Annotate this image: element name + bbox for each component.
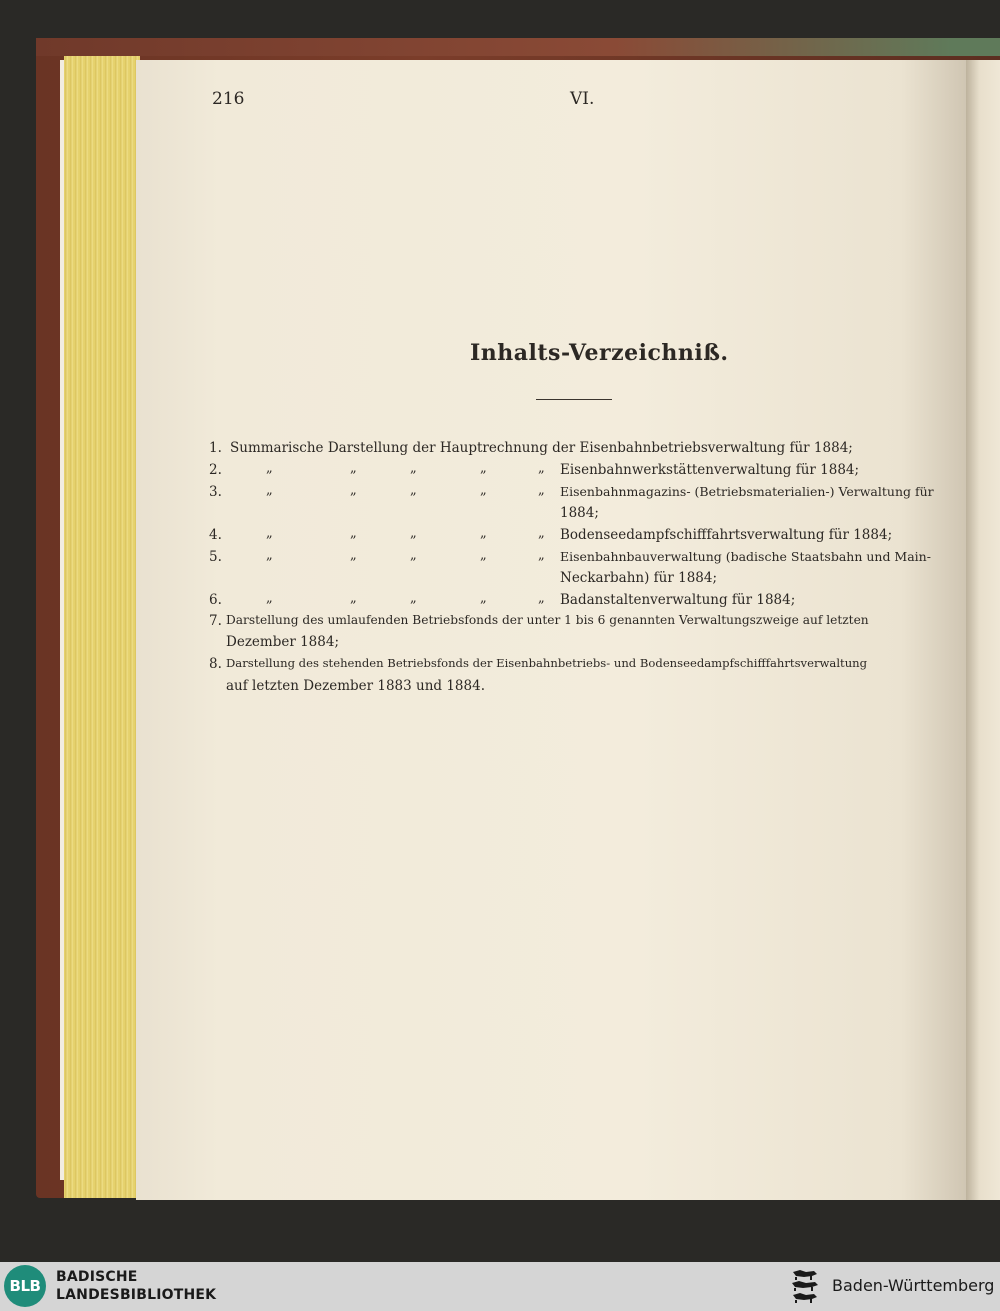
entry-8-line-1: Darstellung des stehenden Betriebsfonds der Eisenbahnbetriebs- und Bodenseedampfschifffahrtsverwaltung [226, 656, 868, 670]
entry-4-line-1: Bodenseedampfschifffahrtsverwaltung für 1884; [560, 527, 893, 543]
ditto-mark: „ [410, 461, 417, 476]
ditto-mark: „ [480, 483, 487, 498]
facing-page-edge [966, 60, 1000, 1200]
ditto-mark: „ [350, 461, 357, 476]
ditto-mark: „ [538, 483, 545, 498]
ditto-mark: „ [538, 461, 545, 476]
entry-6-number: 6. [209, 592, 222, 608]
entry-8-number: 8. [209, 656, 222, 672]
ditto-mark: „ [350, 526, 357, 541]
page-number: 216 [212, 89, 245, 109]
entry-1-number: 1. [209, 440, 222, 456]
lions-coat-of-arms-icon [790, 1268, 820, 1304]
state-name[interactable]: Baden-Württemberg [832, 1276, 995, 1295]
entry-2-line-1: Eisenbahnwerkstättenverwaltung für 1884; [560, 462, 860, 478]
ditto-mark: „ [480, 461, 487, 476]
ditto-mark: „ [350, 483, 357, 498]
ditto-mark: „ [480, 548, 487, 563]
ditto-mark: „ [410, 591, 417, 606]
book-cover-top-edge [36, 38, 1000, 56]
entry-3-line-2: 1884; [560, 505, 599, 521]
ditto-mark: „ [538, 591, 545, 606]
ditto-mark: „ [410, 548, 417, 563]
ditto-mark: „ [266, 461, 273, 476]
gilded-page-edges [64, 56, 140, 1198]
entry-3-number: 3. [209, 484, 222, 500]
page-title: Inhalts-Verzeichniß. [470, 340, 729, 366]
ditto-mark: „ [410, 483, 417, 498]
ditto-mark: „ [538, 548, 545, 563]
book-page [136, 60, 968, 1200]
ditto-mark: „ [266, 526, 273, 541]
entry-6-line-1: Badanstaltenverwaltung für 1884; [560, 592, 796, 608]
entry-2-number: 2. [209, 462, 222, 478]
entry-7-line-1: Darstellung des umlaufenden Betriebsfonds der unter 1 bis 6 genannten Verwaltungszweige auf letzten [226, 613, 869, 627]
blb-logo[interactable]: BLB [4, 1265, 46, 1307]
entry-7-line-2: Dezember 1884; [226, 634, 339, 650]
library-name[interactable] [56, 1268, 216, 1304]
ditto-mark: „ [538, 526, 545, 541]
entry-5-line-2: Neckarbahn) für 1884; [560, 570, 718, 586]
library-name-line-1: BADISCHE [56, 1269, 138, 1285]
entry-7-number: 7. [209, 613, 222, 629]
entry-5-number: 5. [209, 549, 222, 565]
ditto-mark: „ [266, 591, 273, 606]
entry-1-line-1: Summarische Darstellung der Hauptrechnung der Eisenbahnbetriebsverwaltung für 1884; [230, 440, 853, 456]
entry-5-line-1: Eisenbahnbauverwaltung (badische Staatsbahn und Main- [560, 549, 931, 564]
ditto-mark: „ [350, 548, 357, 563]
ditto-mark: „ [480, 526, 487, 541]
entry-4-number: 4. [209, 527, 222, 543]
ditto-mark: „ [266, 483, 273, 498]
ditto-mark: „ [410, 526, 417, 541]
entry-8-line-2: auf letzten Dezember 1883 und 1884. [226, 678, 485, 694]
ditto-mark: „ [480, 591, 487, 606]
library-name-line-2: LANDESBIBLIOTHEK [56, 1287, 217, 1303]
ditto-mark: „ [350, 591, 357, 606]
ditto-mark: „ [266, 548, 273, 563]
title-divider [536, 399, 612, 400]
entry-3-line-1: Eisenbahnmagazins- (Betriebsmaterialien-) Verwaltung für [560, 484, 934, 499]
section-number: VI. [570, 89, 595, 109]
